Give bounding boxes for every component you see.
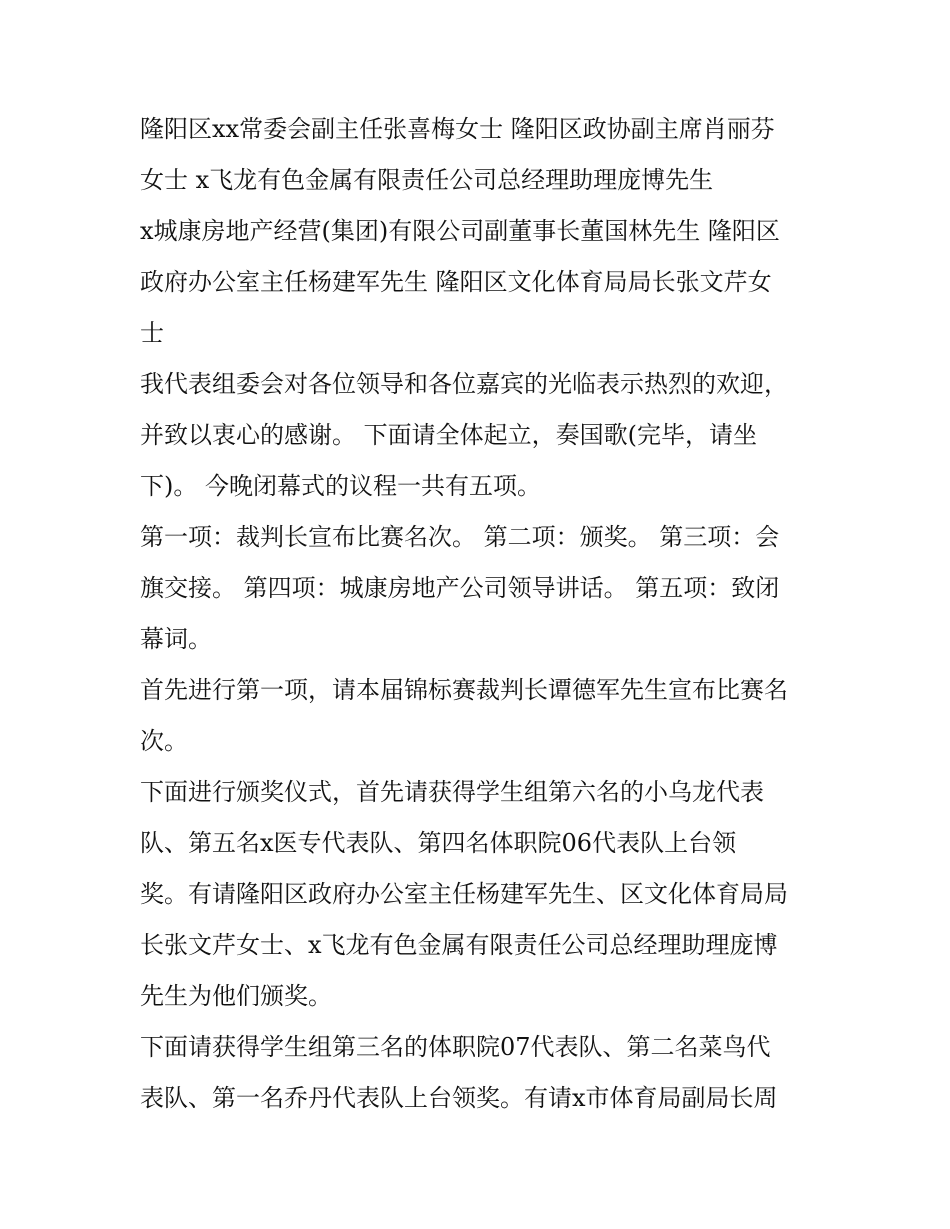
text-line: 政府办公室主任杨建军先生 隆阳区文化体育局局长张文芹女	[140, 268, 772, 296]
text-line: 并致以衷心的感谢。 下面请全体起立，奏国歌(完毕，请坐	[140, 421, 757, 449]
text-line: 士	[140, 319, 164, 347]
text-line: x城康房地产经营(集团)有限公司副董事长董国林先生 隆阳区	[140, 217, 780, 245]
text-line: 先生为他们颁奖。	[140, 982, 332, 1010]
text-line: 旗交接。 第四项：城康房地产公司领导讲话。 第五项：致闭	[140, 574, 780, 602]
text-line: 女士 x飞龙有色金属有限责任公司总经理助理庞博先生	[140, 166, 714, 194]
text-line: 下)。 今晚闭幕式的议程一共有五项。	[140, 472, 541, 500]
text-line: 幕词。	[140, 625, 212, 653]
text-line: 表队、第一名乔丹代表队上台领奖。有请x市体育局副局长周	[140, 1084, 778, 1112]
text-line: 我代表组委会对各位领导和各位嘉宾的光临表示热烈的欢迎，	[140, 370, 788, 398]
text-line: 长张文芹女士、x飞龙有色金属有限责任公司总经理助理庞博	[140, 931, 778, 959]
text-line: 隆阳区xx常委会副主任张喜梅女士 隆阳区政协副主席肖丽芬	[140, 115, 775, 143]
text-line: 奖。有请隆阳区政府办公室主任杨建军先生、区文化体育局局	[140, 880, 788, 908]
text-line: 第一项：裁判长宣布比赛名次。 第二项：颁奖。 第三项：会	[140, 523, 780, 551]
text-line: 下面进行颁奖仪式，首先请获得学生组第六名的小乌龙代表	[140, 778, 764, 806]
document-body	[140, 104, 812, 1124]
text-line: 下面请获得学生组第三名的体职院07代表队、第二名菜鸟代	[140, 1033, 771, 1061]
text-line: 首先进行第一项，请本届锦标赛裁判长谭德军先生宣布比赛名	[140, 676, 788, 704]
text-line: 次。	[140, 727, 188, 755]
text-line: 队、第五名x医专代表队、第四名体职院06代表队上台领	[140, 829, 737, 857]
